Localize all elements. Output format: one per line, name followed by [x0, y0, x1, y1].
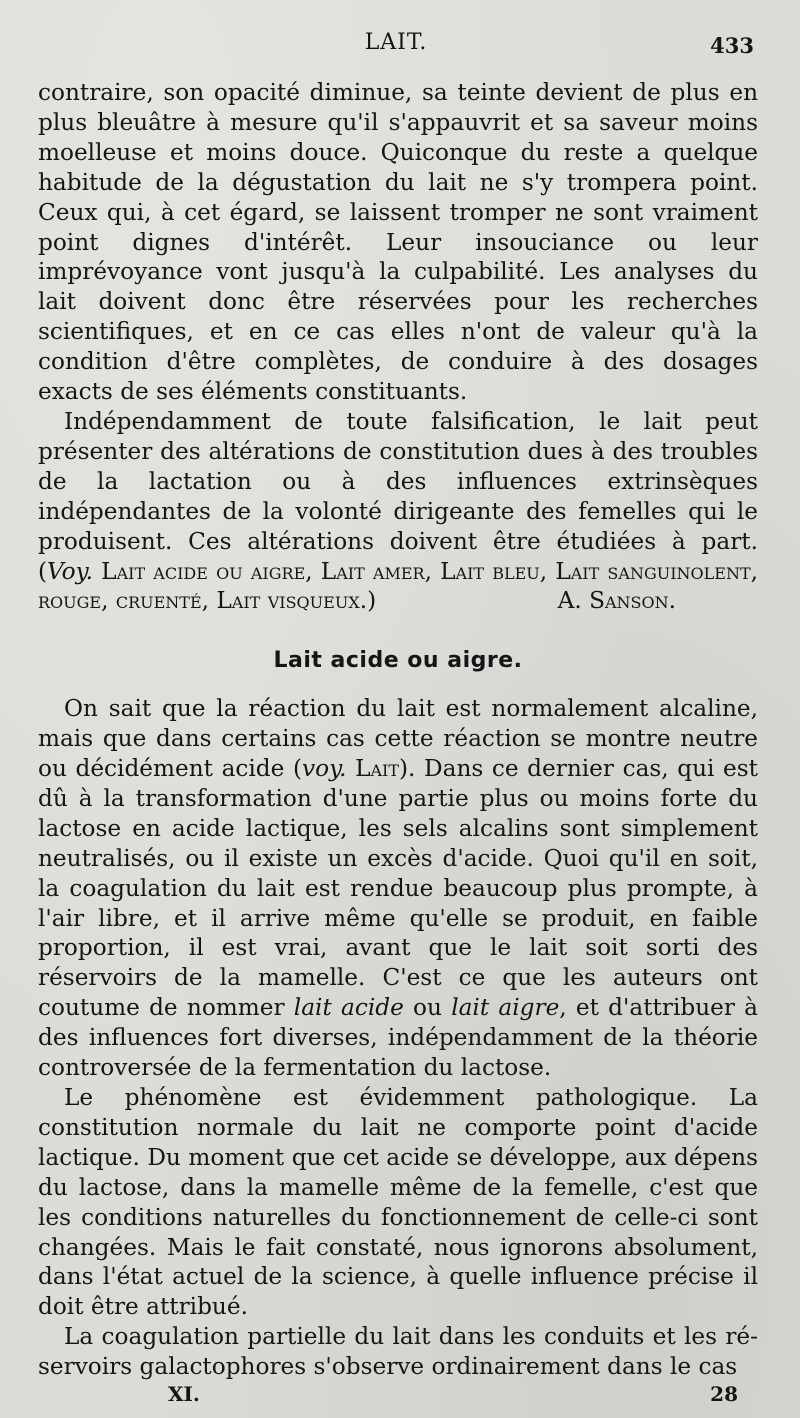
author-signature: A. Sanson.: [557, 587, 676, 615]
page-number: 433: [710, 33, 754, 58]
voy-reference: Voy.: [47, 557, 94, 585]
page-footer: [38, 1382, 738, 1412]
term-lait-acide: lait acide: [293, 994, 404, 1022]
body-text: [38, 78, 758, 1382]
paragraph-alterations-text: Indépendamment de toute falsification, le lait peut présenter des altérations de constitution dues à des troubles de la lactation ou à des influences extrinsèques indépendantes de la volonté dirigeante des femelles qui le produisent. Ces altérations doivent être étudiées à part. (: [38, 407, 758, 585]
paragraph-acid-milk-c: , et d'attribuer à des influences fort diverses, indépendamment de la théorie controversée de la fermentation du lactose.: [38, 994, 759, 1082]
term-lait-aigre: lait aigre: [451, 994, 560, 1022]
running-title: LAIT.: [364, 30, 428, 55]
section-title: Lait acide ou aigre.: [273, 648, 523, 674]
paragraph-pathology: Le phénomène est évidemment pathologique. La constitution normale du lait ne comporte point d'acide lactique. Du moment que cet acide se développe, aux dépens du lactose, dans la mamelle même de la femelle, c'est que les conditions naturelles du fonctionnement de celle-ci sont changées. Mais le fait constaté, nous ignorons absolument, dans l'état actuel de la science, à quelle influence précise il doit être attribué.: [38, 1084, 758, 1321]
paragraph-continuation: contraire, son opacité diminue, sa teinte devient de plus en plus bleuâtre à mesure qu'il s'appauvrit et sa saveur moins moelleuse et moins douce. Quiconque du reste a quelque habitude de la dégustation du lait ne s'y trompera point. Ceux qui, à cet égard, se laissent tromper ne sont vraiment point dignes d'intérêt. Leur insouciance ou leur imprévoyance vont jusqu'à la culpabilité. Les analyses du lait doivent donc être réservées pour les recherches scientifiques, et en ce cas elles n'ont de valeur qu'à la condition d'être complètes, de conduire à des dosages exacts de ses éléments constituants.: [38, 79, 758, 406]
paragraph-acid-milk-a: On sait que la réaction du lait est normalement alcaline, mais que dans certains cas cette réaction se montre neutre ou décidément acide (: [38, 695, 758, 783]
paragraph-acid-milk: [38, 694, 758, 1083]
page-header: [38, 30, 754, 64]
lait-reference: Lait: [346, 755, 400, 783]
paragraph-acid-milk-b: ). Dans ce dernier cas, qui est dû à la transformation d'une partie plus ou moins forte du lactose en acide lactique, les sels alcalins sont simplement neutralisés, ou il existe un excès d'acide. Quoi qu'il en soit, la coagulation du lait est rendue beaucoup plus prompte, à l'air libre, et il arrive même qu'elle se produit, en faible proportion, il est vrai, avant que le lait soit sorti des réservoirs de la mamelle. C'est ce que les auteurs ont coutume de nommer: [38, 755, 758, 1022]
voy-reference-inline: voy.: [302, 755, 347, 783]
paragraph-acid-milk-ou: ou: [403, 994, 452, 1022]
paragraph-alterations: [38, 407, 758, 616]
cross-references: Lait acide ou aigre, Lait amer, Lait bleu, Lait sanguinolent, rouge, cruenté, Lait visqueux.): [38, 557, 758, 615]
sheet-number: 28: [710, 1382, 738, 1406]
signature-mark: XI.: [168, 1382, 200, 1406]
paragraph-coagulation: La coagulation partielle du lait dans les conduits et les réservoirs galactophores s'observe ordinairement dans le cas: [38, 1323, 758, 1381]
